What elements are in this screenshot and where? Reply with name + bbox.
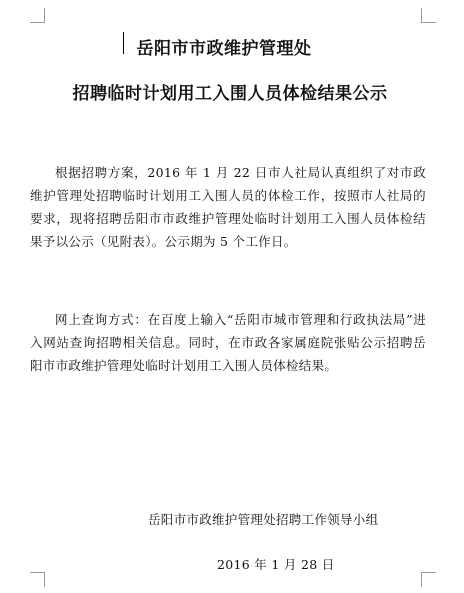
page-corner-mark-bottom-left bbox=[30, 572, 45, 587]
document-title-line-2[interactable]: 招聘临时计划用工入围人员体检结果公示 bbox=[72, 84, 388, 104]
date-line[interactable]: 2016 年 1 月 28 日 bbox=[217, 557, 335, 572]
document-title-line-1[interactable]: 岳阳市市政维护管理处 bbox=[136, 39, 312, 59]
body-paragraph-2[interactable]: 网上查询方式：在百度上输入“岳阳市城市管理和行政执法局”进入网站查询招聘相关信息。同时，在市政各家属庭院张贴公示招聘岳阳市市政维护管理处临时计划用工入围人员体检结果。 bbox=[30, 312, 426, 373]
page-corner-mark-top-left bbox=[30, 8, 45, 23]
body-paragraph-1[interactable]: 根据招聘方案，2016 年 1 月 22 日市人社局认真组织了对市政维护管理处招聘临时计划用工入围人员的体检工作，按照市人社局的要求，现将招聘岳阳市市政维护管理处临时计划用工入围人员体检结果予以公示（见附表）。公示期为 5 个工作日。 bbox=[30, 165, 426, 249]
page-corner-mark-top-right bbox=[421, 8, 436, 23]
page-corner-mark-bottom-right bbox=[421, 572, 436, 587]
signature-line[interactable]: 岳阳市市政维护管理处招聘工作领导小组 bbox=[148, 512, 379, 527]
